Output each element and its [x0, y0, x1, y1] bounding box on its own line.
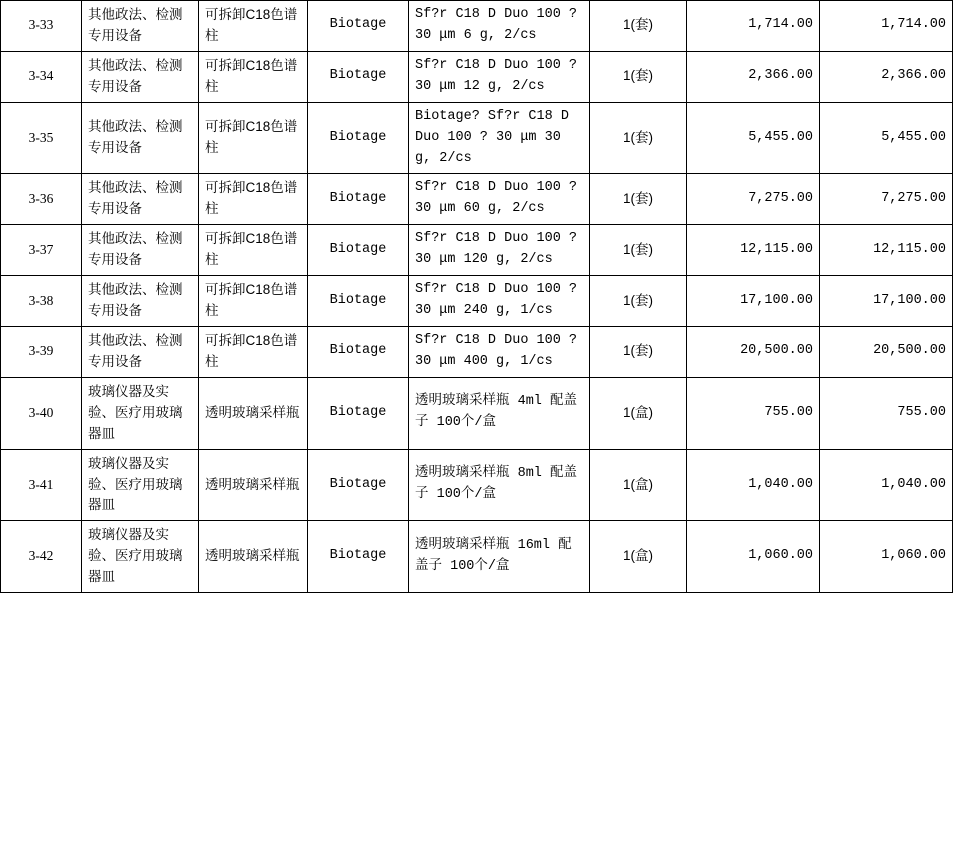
row-category: 玻璃仪器及实验、医疗用玻璃器皿	[82, 521, 199, 593]
table-body	[1, 1, 953, 593]
row-unit-price: 7,275.00	[687, 174, 820, 225]
row-product-name: 透明玻璃采样瓶	[199, 521, 308, 593]
row-index: 3-41	[1, 449, 82, 521]
table-row	[1, 1, 953, 52]
row-brand: Biotage	[308, 377, 409, 449]
row-category: 其他政法、检测专用设备	[82, 225, 199, 276]
row-brand: Biotage	[308, 326, 409, 377]
row-brand: Biotage	[308, 521, 409, 593]
row-unit-price: 1,040.00	[687, 449, 820, 521]
row-unit-price: 2,366.00	[687, 51, 820, 102]
row-quantity: 1(套)	[590, 174, 687, 225]
row-quantity: 1(套)	[590, 326, 687, 377]
row-spec: Biotage? Sf?r C18 D Duo 100 ? 30 μm 30 g, 2/cs	[409, 102, 590, 174]
row-quantity: 1(盒)	[590, 449, 687, 521]
row-spec: 透明玻璃采样瓶 16ml 配盖子 100个/盒	[409, 521, 590, 593]
row-total-price: 5,455.00	[820, 102, 953, 174]
table-row	[1, 51, 953, 102]
row-total-price: 17,100.00	[820, 276, 953, 327]
row-index: 3-34	[1, 51, 82, 102]
row-index: 3-42	[1, 521, 82, 593]
row-index: 3-37	[1, 225, 82, 276]
row-unit-price: 1,060.00	[687, 521, 820, 593]
row-spec: 透明玻璃采样瓶 4ml 配盖子 100个/盒	[409, 377, 590, 449]
row-unit-price: 5,455.00	[687, 102, 820, 174]
table-row	[1, 174, 953, 225]
row-total-price: 20,500.00	[820, 326, 953, 377]
row-unit-price: 17,100.00	[687, 276, 820, 327]
row-product-name: 可拆卸C18色谱柱	[199, 102, 308, 174]
table-row	[1, 521, 953, 593]
row-brand: Biotage	[308, 449, 409, 521]
row-unit-price: 1,714.00	[687, 1, 820, 52]
row-unit-price: 755.00	[687, 377, 820, 449]
row-index: 3-39	[1, 326, 82, 377]
row-spec: Sf?r C18 D Duo 100 ? 30 μm 12 g, 2/cs	[409, 51, 590, 102]
row-total-price: 755.00	[820, 377, 953, 449]
row-quantity: 1(套)	[590, 225, 687, 276]
row-quantity: 1(套)	[590, 1, 687, 52]
table-row	[1, 225, 953, 276]
row-category: 其他政法、检测专用设备	[82, 102, 199, 174]
row-category: 其他政法、检测专用设备	[82, 276, 199, 327]
row-product-name: 透明玻璃采样瓶	[199, 377, 308, 449]
row-brand: Biotage	[308, 225, 409, 276]
row-product-name: 可拆卸C18色谱柱	[199, 51, 308, 102]
table-row	[1, 102, 953, 174]
row-total-price: 2,366.00	[820, 51, 953, 102]
row-spec: Sf?r C18 D Duo 100 ? 30 μm 120 g, 2/cs	[409, 225, 590, 276]
row-category: 玻璃仪器及实验、医疗用玻璃器皿	[82, 449, 199, 521]
row-product-name: 可拆卸C18色谱柱	[199, 225, 308, 276]
table-row	[1, 326, 953, 377]
row-brand: Biotage	[308, 51, 409, 102]
row-spec: Sf?r C18 D Duo 100 ? 30 μm 240 g, 1/cs	[409, 276, 590, 327]
row-index: 3-35	[1, 102, 82, 174]
row-index: 3-40	[1, 377, 82, 449]
row-quantity: 1(套)	[590, 102, 687, 174]
row-spec: Sf?r C18 D Duo 100 ? 30 μm 400 g, 1/cs	[409, 326, 590, 377]
row-product-name: 透明玻璃采样瓶	[199, 449, 308, 521]
row-brand: Biotage	[308, 276, 409, 327]
row-product-name: 可拆卸C18色谱柱	[199, 326, 308, 377]
row-index: 3-36	[1, 174, 82, 225]
row-category: 其他政法、检测专用设备	[82, 174, 199, 225]
row-unit-price: 20,500.00	[687, 326, 820, 377]
row-total-price: 1,040.00	[820, 449, 953, 521]
row-unit-price: 12,115.00	[687, 225, 820, 276]
row-brand: Biotage	[308, 1, 409, 52]
row-category: 玻璃仪器及实验、医疗用玻璃器皿	[82, 377, 199, 449]
row-index: 3-38	[1, 276, 82, 327]
row-spec: Sf?r C18 D Duo 100 ? 30 μm 60 g, 2/cs	[409, 174, 590, 225]
row-spec: 透明玻璃采样瓶 8ml 配盖子 100个/盒	[409, 449, 590, 521]
row-quantity: 1(套)	[590, 51, 687, 102]
table-row	[1, 449, 953, 521]
row-category: 其他政法、检测专用设备	[82, 326, 199, 377]
row-brand: Biotage	[308, 102, 409, 174]
row-quantity: 1(盒)	[590, 521, 687, 593]
row-total-price: 7,275.00	[820, 174, 953, 225]
row-product-name: 可拆卸C18色谱柱	[199, 1, 308, 52]
table-row	[1, 377, 953, 449]
row-index: 3-33	[1, 1, 82, 52]
row-total-price: 1,060.00	[820, 521, 953, 593]
row-category: 其他政法、检测专用设备	[82, 51, 199, 102]
row-quantity: 1(套)	[590, 276, 687, 327]
row-quantity: 1(盒)	[590, 377, 687, 449]
row-product-name: 可拆卸C18色谱柱	[199, 174, 308, 225]
row-spec: Sf?r C18 D Duo 100 ? 30 μm 6 g, 2/cs	[409, 1, 590, 52]
row-total-price: 12,115.00	[820, 225, 953, 276]
row-total-price: 1,714.00	[820, 1, 953, 52]
row-brand: Biotage	[308, 174, 409, 225]
row-product-name: 可拆卸C18色谱柱	[199, 276, 308, 327]
row-category: 其他政法、检测专用设备	[82, 1, 199, 52]
table-row	[1, 276, 953, 327]
